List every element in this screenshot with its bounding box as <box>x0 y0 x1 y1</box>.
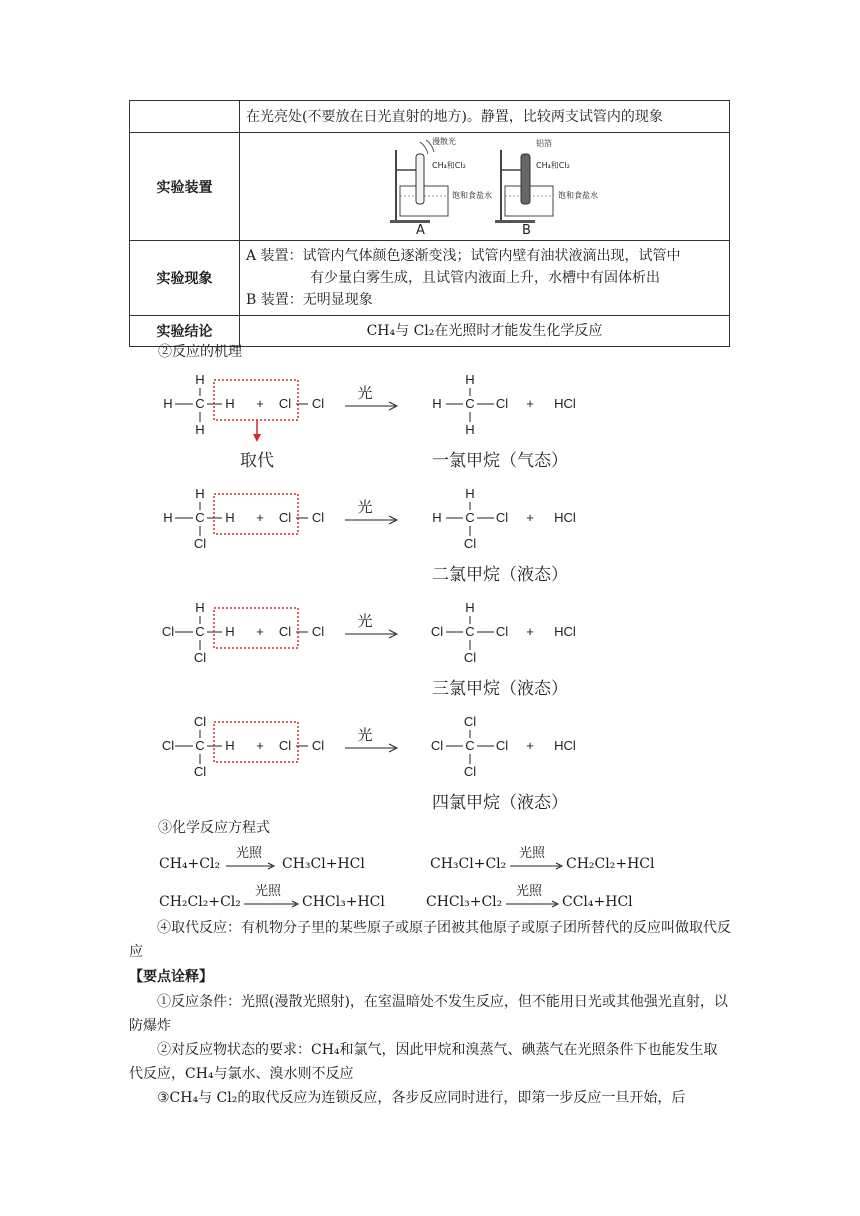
reaction-1-product-bottom: H <box>465 422 475 437</box>
reaction-3-reactant-bottom: Cl <box>193 650 207 665</box>
reaction-2-reactant-carbon: C <box>195 510 205 525</box>
reaction-1-reactant-bottom: H <box>195 422 205 437</box>
caption-a: A <box>416 222 425 238</box>
equation-4-condition: 光照 <box>516 884 543 899</box>
reaction-3-product-top: H <box>465 600 475 615</box>
reaction-3-reactant-h: H <box>225 624 235 639</box>
reaction-4-product-left: Cl <box>430 738 444 753</box>
reaction-4-light-label: 光 <box>357 727 373 744</box>
equation-3-left: CH₂Cl₂+Cl₂ <box>159 894 241 910</box>
reaction-4-plus-2: + <box>526 738 534 753</box>
phenomenon-cell <box>240 241 730 316</box>
reaction-1-cl-2: Cl <box>311 396 325 411</box>
table-head-empty <box>130 101 240 133</box>
reaction-4-plus-1: + <box>256 738 264 753</box>
test-tube-b <box>521 154 530 204</box>
equation-4-arrow <box>506 900 560 908</box>
table-head-phenomenon: 实验现象 <box>130 241 240 316</box>
reaction-2-reactant-bottom: Cl <box>193 536 207 551</box>
phenomenon-line1: A 装置：试管内气体颜色逐渐变浅；试管内壁有油状液滴出现，试管中 <box>246 248 681 264</box>
section4-definition: ④取代反应：有机物分子里的某些原子或原子团被其他原子或原子团所替代的反应叫做取代反应 <box>129 920 731 960</box>
label-water-a: 饱和食盐水 <box>452 190 492 200</box>
label-diffuse-light: 漫散光 <box>432 136 456 146</box>
key-points-title: 【要点诠释】 <box>129 969 213 985</box>
equation-2-left: CH₃Cl+Cl₂ <box>430 856 507 872</box>
reaction-1-cl-1: Cl <box>278 396 292 411</box>
reaction-2-reactant-top: H <box>195 486 205 501</box>
substitution-arrow-head <box>253 434 261 442</box>
reaction-4-product-carbon: C <box>465 738 475 753</box>
equation-2-arrow <box>510 862 564 870</box>
reaction-4-reactant-top: Cl <box>193 714 207 729</box>
equation-1-left: CH₄+Cl₂ <box>159 856 221 872</box>
equation-3-right: CHCl₃+HCl <box>302 894 385 910</box>
equation-1-right: CH₃Cl+HCl <box>282 856 365 872</box>
reaction-3-product-name: 三氯甲烷（液态） <box>432 679 568 698</box>
reaction-4-cl-1: Cl <box>278 738 292 753</box>
reaction-3-plus-2: + <box>526 624 534 639</box>
reaction-4-reactant-h: H <box>225 738 235 753</box>
section2-title: ②反应的机理 <box>158 344 242 360</box>
reaction-2-product-name: 二氯甲烷（液态） <box>432 565 568 584</box>
reaction-3-product-bottom: Cl <box>463 650 477 665</box>
conclusion-text: CH₄与 Cl₂在光照时才能发生化学反应 <box>240 316 730 347</box>
label-water-b: 饱和食盐水 <box>558 190 598 200</box>
reaction-3-product-left: Cl <box>430 624 444 639</box>
reaction-1-hcl: HCl <box>554 396 576 411</box>
reaction-3-reactant-top: H <box>195 600 205 615</box>
reaction-2-plus-2: + <box>526 510 534 525</box>
equation-3-condition: 光照 <box>255 884 282 899</box>
reaction-2-light-label: 光 <box>357 499 373 516</box>
reaction-2-product-top: H <box>465 486 475 501</box>
reaction-1-product-top: H <box>465 372 475 387</box>
label-gas-a: CH₄和Cl₂ <box>432 160 466 170</box>
reaction-1-plus-2: + <box>526 396 534 411</box>
reaction-4-product-right: Cl <box>495 738 509 753</box>
reaction-3-cl-1: Cl <box>278 624 292 639</box>
equation-3-arrow <box>244 900 300 908</box>
test-tube-a <box>416 154 424 204</box>
reaction-3-hcl: HCl <box>554 624 576 639</box>
reaction-1-product-carbon: C <box>465 396 475 411</box>
key-point-2: ②对反应物状态的要求：CH₄和氯气，因此甲烷和溴蒸气、碘蒸气在光照条件下也能发生取代反应，CH₄与氯水、溴水则不反应 <box>129 1042 718 1082</box>
reaction-2-product-left: H <box>432 510 442 525</box>
reaction-4-hcl: HCl <box>554 738 576 753</box>
table-head-apparatus: 实验装置 <box>130 133 240 241</box>
reaction-2-plus-1: + <box>256 510 264 525</box>
reaction-2-product-bottom: Cl <box>463 536 477 551</box>
apparatus-figure <box>240 134 729 240</box>
reaction-1-product-name: 一氯甲烷（气态） <box>432 451 568 470</box>
mechanism-diagram <box>155 362 625 822</box>
equation-4-left: CHCl₃+Cl₂ <box>426 894 503 910</box>
key-point-3: ③CH₄与 Cl₂的取代反应为连锁反应，各步反应同时进行，即第一步反应一旦开始，后 <box>157 1090 686 1106</box>
reaction-1-product-left: H <box>432 396 442 411</box>
key-point-1: ①反应条件：光照(漫散光照射)，在室温暗处不发生反应，但不能用日光或其他强光直射，以防爆炸 <box>129 994 728 1034</box>
reaction-1-light-label: 光 <box>357 385 373 402</box>
reaction-1-reactant-left: H <box>163 396 173 411</box>
equation-1-condition: 光照 <box>236 846 263 861</box>
reaction-1-product-right: Cl <box>495 396 509 411</box>
reaction-3-product-right: Cl <box>495 624 509 639</box>
reaction-2-reactant-h: H <box>225 510 235 525</box>
equation-2-condition: 光照 <box>519 846 546 861</box>
table-head-conclusion: 实验结论 <box>130 316 240 347</box>
reaction-3-light-label: 光 <box>357 613 373 630</box>
table-row0-text: 在光亮处(不要放在日光直射的地方)。静置，比较两支试管内的现象 <box>240 101 730 133</box>
caption-b: B <box>522 222 531 238</box>
reaction-1-plus-1: + <box>256 396 264 411</box>
reaction-4-cl-2: Cl <box>311 738 325 753</box>
reaction-4-product-bottom: Cl <box>463 764 477 779</box>
reaction-3-reactant-left: Cl <box>161 624 175 639</box>
phenomenon-line2: 有少量白雾生成，且试管内液面上升，水槽中有固体析出 <box>310 270 660 286</box>
reaction-4-product-name: 四氯甲烷（液态） <box>432 793 568 812</box>
label-gas-b: CH₄和Cl₂ <box>536 160 570 170</box>
phenomenon-line3: B 装置：无明显现象 <box>246 292 373 308</box>
reaction-3-product-carbon: C <box>465 624 475 639</box>
reaction-2-cl-2: Cl <box>311 510 325 525</box>
reaction-2-hcl: HCl <box>554 510 576 525</box>
reaction-1-reactant-h: H <box>225 396 235 411</box>
reaction-3-reactant-carbon: C <box>195 624 205 639</box>
apparatus-figure-cell <box>240 133 730 241</box>
section3-title: ③化学反应方程式 <box>158 820 270 836</box>
reaction-2-product-carbon: C <box>465 510 475 525</box>
reaction-2-reactant-left: H <box>163 510 173 525</box>
equation-1-arrow <box>226 862 276 870</box>
reaction-3-cl-2: Cl <box>311 624 325 639</box>
substitution-label: 取代 <box>240 451 274 470</box>
reaction-3-plus-1: + <box>256 624 264 639</box>
reaction-4-reactant-left: Cl <box>161 738 175 753</box>
reaction-2-product-right: Cl <box>495 510 509 525</box>
reaction-1-reactant-top: H <box>195 372 205 387</box>
reaction-4-product-top: Cl <box>463 714 477 729</box>
reaction-4-reactant-carbon: C <box>195 738 205 753</box>
reaction-2-cl-1: Cl <box>278 510 292 525</box>
reaction-1-reactant-carbon: C <box>195 396 205 411</box>
equation-2-right: CH₂Cl₂+HCl <box>566 856 655 872</box>
equation-4-right: CCl₄+HCl <box>562 894 633 910</box>
reaction-4-reactant-bottom: Cl <box>193 764 207 779</box>
experiment-table <box>129 100 730 347</box>
label-foil: 铝箔 <box>536 138 552 148</box>
